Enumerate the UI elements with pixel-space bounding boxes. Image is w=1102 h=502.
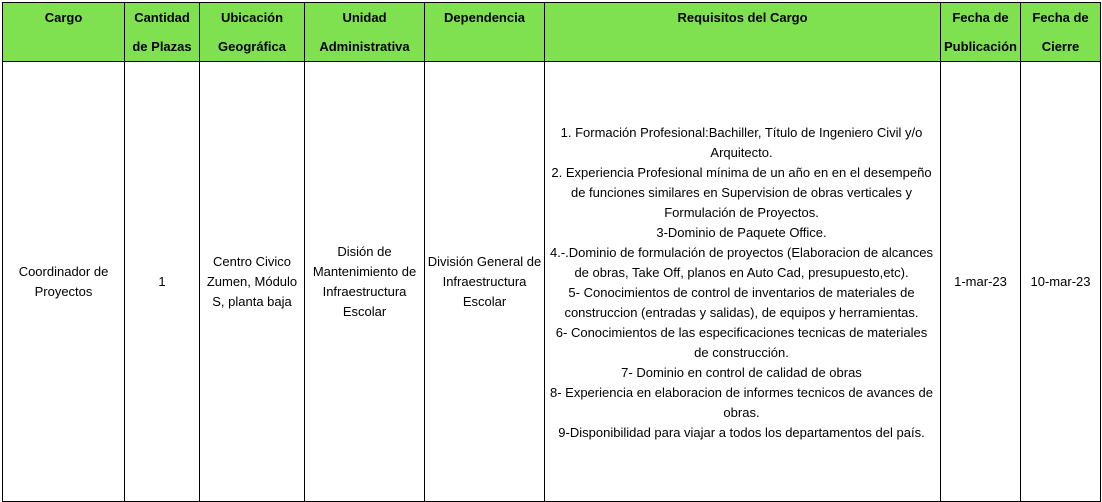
cell-cargo: Coordinador de Proyectos xyxy=(3,62,125,502)
header-fecha-cierre-line1: Fecha de xyxy=(1032,10,1089,25)
header-cargo: Cargo xyxy=(3,3,125,62)
requisito-item: 5- Conocimientos de control de inventarios de materiales de construccion (entradas y salidas), de equipos y herramientas. xyxy=(564,284,919,320)
header-unidad xyxy=(305,3,425,62)
header-cantidad xyxy=(125,3,200,62)
cell-fecha-cierre: 10-mar-23 xyxy=(1021,62,1101,502)
cell-requisitos xyxy=(545,62,941,502)
job-posting-table xyxy=(2,2,1101,502)
header-cantidad-line2: de Plazas xyxy=(132,39,192,54)
header-ubicacion-line1: Ubicación xyxy=(220,10,284,25)
requisito-item: 1. Formación Profesional:Bachiller, Título de Ingeniero Civil y/o Arquitecto. xyxy=(560,124,923,160)
header-ubicacion xyxy=(200,3,305,62)
cell-unidad: Disión de Mantenimiento de Infraestructura Escolar xyxy=(305,62,425,502)
cell-cantidad: 1 xyxy=(125,62,200,502)
header-fecha-publicacion xyxy=(941,3,1021,62)
header-fecha-pub-line1: Fecha de xyxy=(952,10,1009,25)
header-unidad-line1: Unidad xyxy=(342,10,387,25)
cell-fecha-publicacion: 1-mar-23 xyxy=(941,62,1021,502)
header-cantidad-line1: Cantidad xyxy=(134,10,190,25)
header-requisitos: Requisitos del Cargo xyxy=(545,3,941,62)
header-unidad-line2: Administrativa xyxy=(319,39,410,54)
requisito-item: 8- Experiencia en elaboracion de informes tecnicos de avances de obras. xyxy=(549,384,933,420)
table-row xyxy=(3,62,1101,502)
header-row xyxy=(3,3,1101,62)
cell-ubicacion: Centro Civico Zumen, Módulo S, planta baja xyxy=(200,62,305,502)
cell-dependencia: División General de Infraestructura Escolar xyxy=(425,62,545,502)
requisito-item: 7- Dominio en control de calidad de obras xyxy=(621,364,862,380)
header-fecha-cierre xyxy=(1021,3,1101,62)
header-fecha-pub-line2: Publicación xyxy=(944,39,1017,54)
requisito-item: 3-Dominio de Paquete Office. xyxy=(656,224,827,240)
requisito-item: 6- Conocimientos de las especificaciones tecnicas de materiales de construcción. xyxy=(555,324,928,360)
header-dependencia: Dependencia xyxy=(425,3,545,62)
header-ubicacion-line2: Geográfica xyxy=(218,39,286,54)
requisito-item: 4.-.Dominio de formulación de proyectos (Elaboracion de alcances de obras, Take Off, planos en Auto Cad, presupuesto,etc). xyxy=(550,244,933,280)
header-fecha-cierre-line2: Cierre xyxy=(1041,39,1080,54)
requisito-item: 2. Experiencia Profesional mínima de un año en en el desempeño de funciones similares en Supervision de obras verticales y Formulación de Proyectos. xyxy=(551,164,932,220)
requisito-item: 9-Disponibilidad para viajar a todos los departamentos del país. xyxy=(558,424,925,440)
